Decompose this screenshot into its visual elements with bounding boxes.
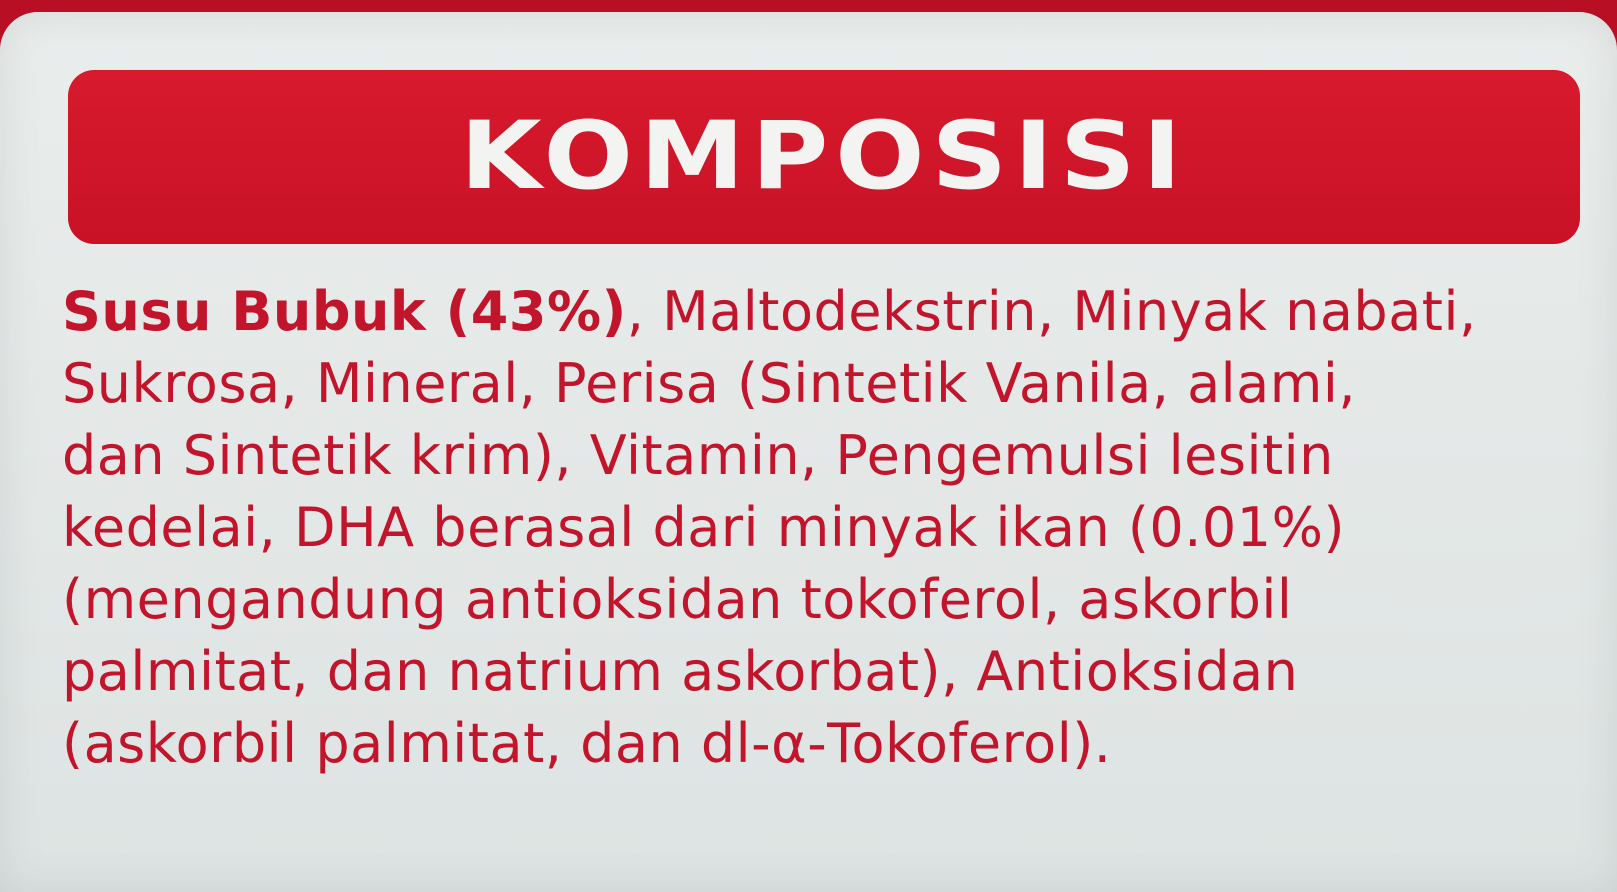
ingredient-line-6: palmitat, dan natrium askorbat), Antioksidan (62, 640, 1299, 703)
ingredient-line-1 (62, 276, 1542, 348)
milk-powder-highlight: Susu Bubuk (43%) (62, 280, 627, 343)
ingredient-line-1-rest: , Maltodekstrin, Minyak nabati, (626, 280, 1477, 343)
ingredients-text (62, 276, 1542, 780)
title-banner (68, 70, 1580, 244)
composition-title: KOMPOSISI (459, 102, 1189, 211)
ingredient-line-4: kedelai, DHA berasal dari minyak ikan (0.01%) (62, 496, 1346, 559)
ingredient-line-7: (askorbil palmitat, dan dl-α-Tokoferol). (62, 712, 1112, 775)
ingredient-line-5: (mengandung antioksidan tokoferol, askorbil (62, 568, 1293, 631)
ingredient-line-3: dan Sintetik krim), Vitamin, Pengemulsi lesitin (62, 424, 1334, 487)
ingredient-line-2: Sukrosa, Mineral, Perisa (Sintetik Vanila, alami, (62, 352, 1357, 415)
